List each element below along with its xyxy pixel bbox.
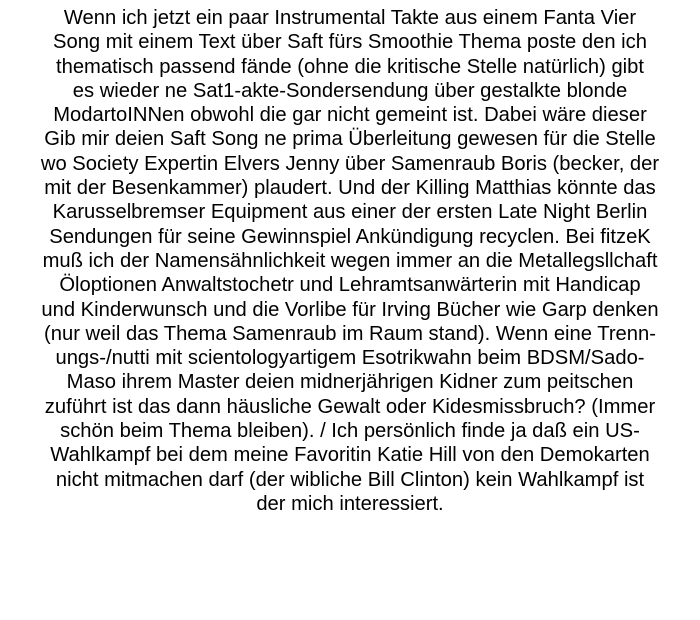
text-line-4: es wieder ne Sat1-akte-Sondersendung über gestalkte blonde (72, 79, 628, 102)
text-paragraph (0, 6, 700, 516)
text-line-12: Öloptionen Anwaltstochetr und Lehramtsanwärterin mit Handicap (59, 274, 641, 297)
text-line-10: Sendungen für seine Gewinnspiel Ankündigung recyclen. Bei fitzeK (49, 225, 651, 248)
text-line-14: (nur weil das Thema Samenraub im Raum stand). Wenn eine Trenn- (44, 322, 656, 345)
text-line-6: Gib mir deien Saft Song ne prima Überleitung gewesen für die Stelle (44, 128, 656, 151)
text-line-7: wo Society Expertin Elvers Jenny über Samenraub Boris (becker, der (40, 152, 660, 175)
text-line-1: Wenn ich jetzt ein paar Instrumental Takte aus einem Fanta Vier (63, 7, 637, 29)
text-line-11: muß ich der Namensähnlichkeit wegen immer an die Metallegsllchaft (42, 249, 658, 272)
text-line-17: zuführt ist das dann häusliche Gewalt oder Kidesmissbruch? (Immer (44, 395, 656, 418)
text-line-16: Maso ihrem Master deien midnerjährigen Kidner zum peitschen (66, 371, 634, 394)
text-line-18: schön beim Thema bleiben). / Ich persönlich finde ja daß ein US- (60, 420, 640, 443)
text-line-15: ungs-/nutti mit scientologyartigem Esotrikwahn beim BDSM/Sado- (55, 347, 645, 370)
text-line-3: thematisch passend fände (ohne die kritische Stelle natürlich) gibt (55, 55, 644, 78)
text-line-9: Karusselbremser Equipment aus einer der ersten Late Night Berlin (52, 201, 648, 224)
text-line-8: mit der Besenkammer) plaudert. Und der Killing Matthias könnte das (44, 177, 656, 200)
text-line-5: ModartoINNen obwohl die gar nicht gemeint ist. Dabei wäre dieser (53, 104, 647, 127)
text-line-20: nicht mitmachen darf (der wibliche Bill Clinton) kein Wahlkampf ist (55, 468, 645, 491)
text-line-21: der mich interessiert. (256, 492, 444, 515)
text-line-19: Wahlkampf bei dem meine Favoritin Katie Hill von den Demokarten (50, 444, 650, 467)
text-line-2: Song mit einem Text über Saft fürs Smoothie Thema poste den ich (53, 31, 647, 54)
text-line-13: und Kinderwunsch und die Vorlibe für Irving Bücher wie Garp denken (41, 298, 659, 321)
